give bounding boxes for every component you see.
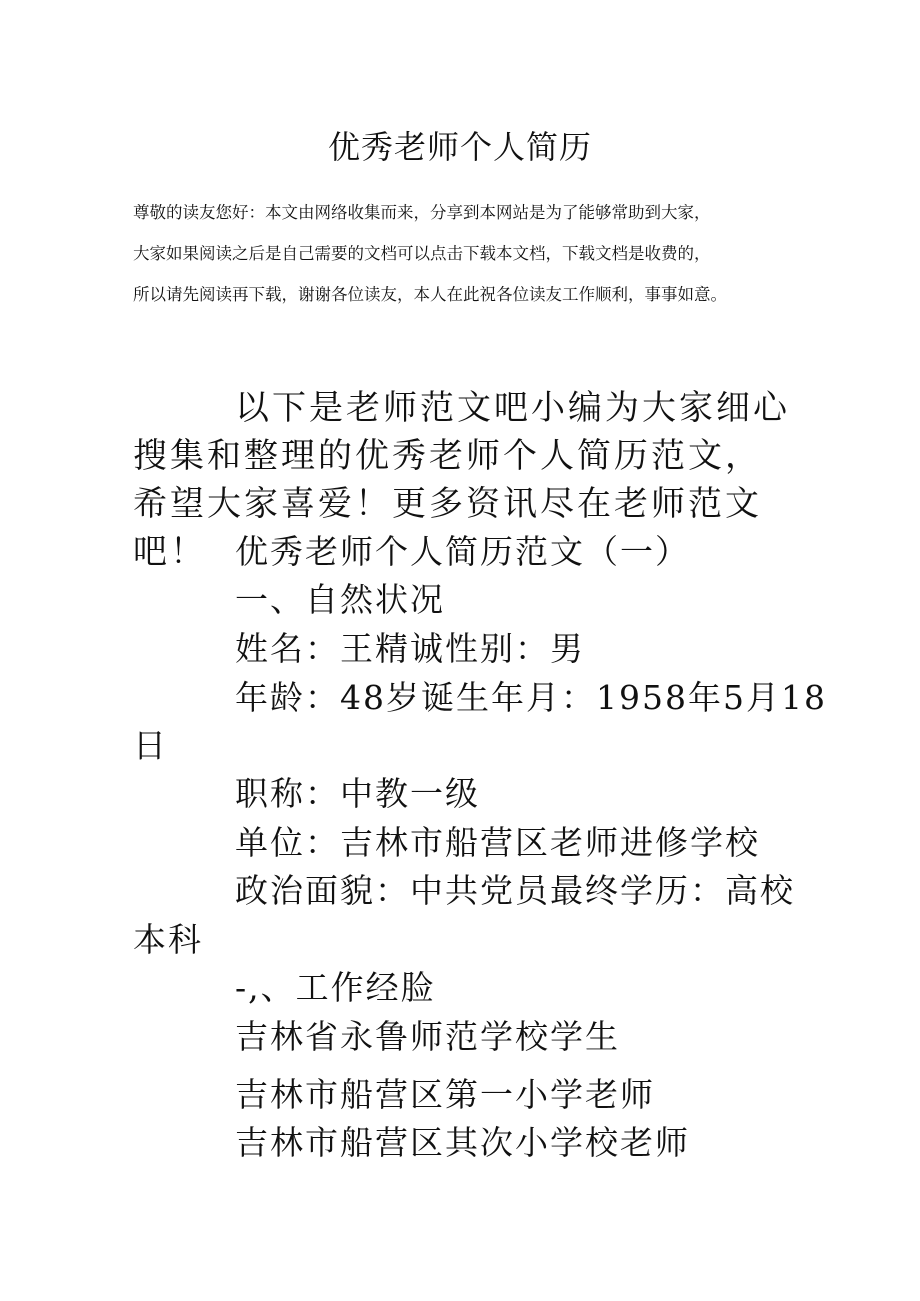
heading-natural-status: 一、自然状况: [235, 580, 445, 619]
name-gender-line: 姓名：王精诚性别：男: [235, 629, 585, 668]
heading-work-experience: -,、工作经脸: [235, 968, 436, 1007]
intro-paragraph: 以下是老师范文吧小编为大家细心搜集和整理的优秀老师个人简历范文，希望大家喜爱！更多资讯尽在老师范文吧！: [133, 388, 790, 572]
politics-education-continuation: 本科: [133, 920, 203, 959]
age-birth-line: 年龄：48岁诞生年月：1958年5月18: [235, 678, 827, 717]
politics-education-line: 政治面貌：中共党员最终学历：高校: [235, 871, 795, 910]
notice-line-3: 所以请先阅读再下载，谢谢各位读友，本人在此祝各位读友工作顺利，事事如意。: [133, 285, 727, 304]
section-title: 优秀老师个人简历范文（一）: [235, 532, 690, 571]
document-title: 优秀老师个人简历: [327, 128, 592, 166]
work-item-3: 吉林市船营区其次小学校老师: [235, 1123, 690, 1162]
work-item-1: 吉林省永鲁师范学校学生: [235, 1017, 620, 1056]
age-birth-continuation: 日: [133, 726, 168, 765]
notice-line-2: 大家如果阅读之后是自己需要的文档可以点击下载本文档，下载文档是收费的，: [133, 244, 711, 263]
work-item-2: 吉林市船营区第一小学老师: [235, 1075, 655, 1114]
unit-line: 单位：吉林市船营区老师进修学校: [235, 823, 760, 862]
notice-line-1: 尊敬的读友您好：本文由网络收集而来，分享到本网站是为了能够常助到大家，: [133, 203, 711, 222]
title-rank-line: 职称：中教一级: [235, 774, 480, 813]
